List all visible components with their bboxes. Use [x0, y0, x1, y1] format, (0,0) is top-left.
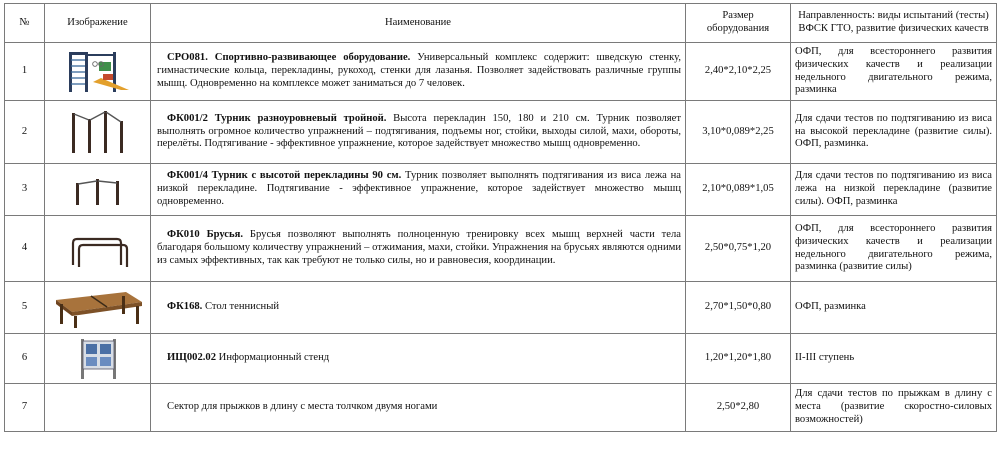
row-size: 2,40*2,10*2,25 [686, 43, 791, 101]
info-stand-icon [73, 336, 123, 382]
row-size: 3,10*0,089*2,25 [686, 101, 791, 164]
row-text: Сектор для прыжков в длину с места толчком двумя ногами [167, 401, 438, 413]
row-number: 7 [5, 384, 45, 432]
row-description [151, 384, 686, 432]
row-description [151, 43, 686, 101]
table-row [5, 334, 997, 384]
row-code: ФК001/4 Турник с высотой перекладины 90 см. [167, 170, 402, 182]
play-complex-icon [63, 48, 133, 96]
row-direction: Для сдачи тестов по подтягиванию из виса на высокой перекладине (развитие силы). ОФП, разминка. [791, 101, 997, 164]
header-num: № [5, 4, 45, 43]
row-direction: ОФП, для всестороннего развития физических качеств и реализации недельного двигательного режима, разминка [791, 43, 997, 101]
row-description [151, 282, 686, 334]
table-row [5, 164, 997, 216]
row-description [151, 164, 686, 216]
tennis-table-icon [50, 286, 146, 330]
row-size: 2,50*2,80 [686, 384, 791, 432]
row-code: ИЩ002.02 [167, 352, 217, 364]
row-code: СРО081. Спортивно-развивающее оборудование. [167, 52, 411, 64]
table-row [5, 216, 997, 282]
row-image [45, 282, 151, 334]
row-number: 1 [5, 43, 45, 101]
row-description [151, 334, 686, 384]
row-direction: II-III ступень [791, 334, 997, 384]
row-direction: Для сдачи тестов по прыжкам в длину с места (развитие скоростно-силовых возможностей) [791, 384, 997, 432]
row-number: 6 [5, 334, 45, 384]
row-text: Универсальный комплекс содержит: шведскую стенку, гимнастические кольца, перекладины, рукоход, стенки для лазанья. Позволяет задействовать различные группы мышц. Одновременно на комплексе может заниматься до 7 человек. [157, 52, 681, 89]
row-size: 1,20*1,20*1,80 [686, 334, 791, 384]
row-image [45, 43, 151, 101]
equipment-table [4, 3, 997, 432]
row-number: 3 [5, 164, 45, 216]
row-direction: ОФП, для всестороннего развития физических качеств и реализации недельного двигательного режима, разминка (развитие силы) [791, 216, 997, 282]
table-row [5, 43, 997, 101]
low-bar-icon [68, 173, 128, 207]
row-code: ФК010 Брусья. [167, 229, 243, 241]
triple-bar-icon [66, 107, 130, 157]
row-code: ФК001/2 Турник разноуровневый тройной. [167, 112, 387, 124]
row-text: Турник позволяет выполнять подтягивания из виса лежа на низкой перекладине. Подтягивание - эффективное упражнение, которое задействует множество мышц одновременно. [157, 170, 681, 207]
row-image [45, 164, 151, 216]
row-image [45, 384, 151, 432]
row-size: 2,70*1,50*0,80 [686, 282, 791, 334]
row-direction: Для сдачи тестов по подтягиванию из виса лежа на низкой перекладине (развитие силы). ОФП, разминка [791, 164, 997, 216]
header-image: Изображение [45, 4, 151, 43]
table-row [5, 282, 997, 334]
row-number: 5 [5, 282, 45, 334]
row-code: ФК168. [167, 301, 203, 313]
row-text: Информационный стенд [218, 352, 330, 364]
row-text: Брусья позволяют выполнять полноценную тренировку всех мышц верхней части тела благодаря большому количеству упражнений – отжимания, махи, стойки. Упражнения на брусьях являются одними из самых эффективных, так как требуют не только силы, но и равновесия, координации. [157, 229, 681, 266]
table-row [5, 384, 997, 432]
row-description [151, 216, 686, 282]
table-header-row [5, 4, 997, 43]
row-text: Высота перекладин 150, 180 и 210 см. Турник позволяет выполнять огромное количество упражнений – подтягивания, подъемы ног, стойки, выходы силой, махи, обороты, перелёты. Подтягивание - эффективное упражнение, которое задействует множество мышц одновременно. [157, 112, 681, 150]
row-text: Стол теннисный [204, 301, 279, 313]
row-number: 2 [5, 101, 45, 164]
row-size: 2,10*0,089*1,05 [686, 164, 791, 216]
table-row [5, 101, 997, 164]
row-image [45, 216, 151, 282]
header-name: Наименование [151, 4, 686, 43]
row-number: 4 [5, 216, 45, 282]
row-direction: ОФП, разминка [791, 282, 997, 334]
row-size: 2,50*0,75*1,20 [686, 216, 791, 282]
row-image [45, 101, 151, 164]
row-description [151, 101, 686, 164]
header-size: Размер оборудования [686, 4, 791, 43]
header-direction: Направленность: виды испытаний (тесты) ВФСК ГТО, развитие физических качеств [791, 4, 997, 43]
row-image [45, 334, 151, 384]
parallel-bars-icon [65, 229, 131, 269]
